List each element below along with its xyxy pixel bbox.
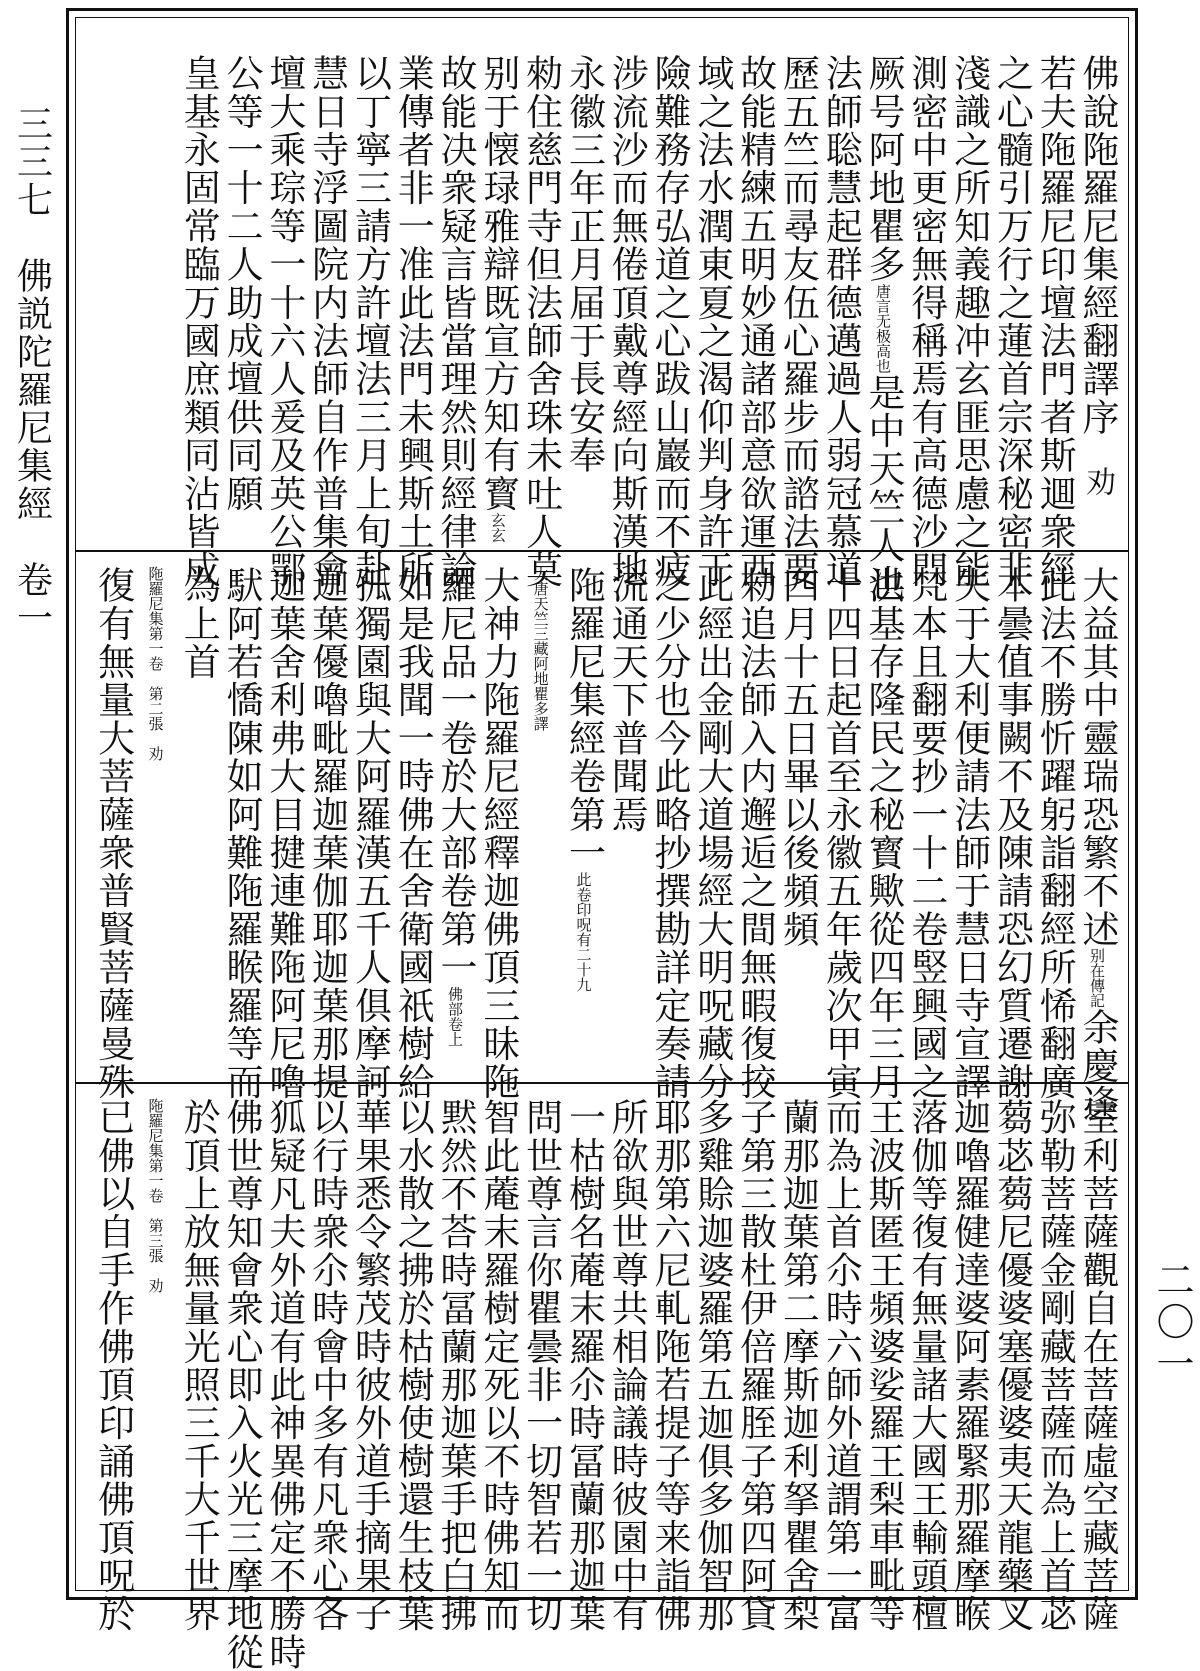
text-column	[776, 1098, 820, 1633]
column-text: 勑追法師入内邂逅之間無暇復挍	[733, 566, 777, 1101]
text-column	[476, 566, 520, 1101]
page-frame	[66, 8, 1138, 1671]
text-column	[262, 54, 306, 589]
text-column	[947, 54, 991, 589]
column-note: 别在傳記	[1088, 948, 1106, 1008]
text-column	[990, 1098, 1034, 1633]
column-text: 别于懐琭雅辯既宣方知有寳	[476, 54, 520, 513]
column-text: 大益其中靈瑞恐繁不述	[1076, 566, 1119, 948]
column-text-after: 余慶逢	[1076, 1008, 1119, 1123]
text-column	[433, 1098, 478, 1633]
column-text: 之少分也今此略抄撰勘詳定奏請	[648, 566, 692, 1101]
column-text: 歷五竺而尋友伍心羅步而諮法要	[776, 54, 820, 589]
column-text: 智此蓭末羅樹定死以不時佛知而	[476, 1098, 520, 1633]
column-text: 壇大乘琮等一十六人爰及英公鄂	[262, 54, 306, 589]
text-column	[1032, 54, 1077, 589]
text-column	[262, 566, 306, 1101]
column-text: 子第三散杜伊倍羅胵子第四阿貸	[733, 1098, 777, 1633]
column-text: 失于大利便請法師于慧日寺宣譯	[947, 566, 991, 1101]
text-column	[947, 1098, 991, 1633]
text-column	[604, 54, 649, 589]
column-text-after: 是中天竺人也	[862, 373, 906, 603]
column-text: 多雞賒迦婆羅第五迦俱多伽智那	[690, 1098, 734, 1633]
column-text: 蒭苾蒭尼優婆塞優婆夷天龍藥叉	[990, 1098, 1034, 1633]
column-text: 如是我聞一時佛在舍衛國祇樹給	[391, 566, 435, 1101]
column-text: 皇基永固常臨万國庶類同沾皆成	[177, 54, 221, 589]
column-text: 故能决衆疑言皆當理然則經律論	[434, 54, 478, 589]
text-column	[690, 566, 734, 1101]
text-column	[904, 54, 948, 589]
column-note: 佛部卷上	[446, 986, 465, 1047]
column-text: 慧日寺浮圖院内法師自作普集會	[305, 54, 349, 589]
column-text: 一枯樹名蓭末羅尒時冨蘭那迦葉	[562, 1098, 606, 1633]
column-text: 陁羅尼集第一卷 第二張 劝	[146, 566, 165, 761]
text-column	[947, 566, 991, 1101]
column-text: 已佛以自手作佛頂印誦佛頂呪於	[91, 1098, 135, 1633]
page-frame-inner	[75, 17, 1129, 1671]
panel-3	[91, 1098, 1119, 1671]
text-column	[990, 566, 1034, 1101]
text-column	[776, 54, 820, 589]
column-text: 故能精練五明妙通諸部意欲運西	[733, 54, 777, 589]
text-column	[1032, 566, 1077, 1101]
text-column	[176, 54, 221, 589]
column-text: 勑住慈門寺但法師舍珠未吐人莫	[519, 54, 563, 589]
column-text: 涉流沙而無倦頂戴尊經向斯漢地	[605, 54, 649, 589]
column-text: 迦葉優嚕毗羅迦葉伽耶迦葉那提	[305, 566, 349, 1101]
column-text: 以水散之拂於枯樹使樹還生枝葉	[391, 1098, 435, 1633]
text-column	[91, 566, 135, 1101]
text-column	[604, 566, 647, 1071]
column-text: 法師聡慧起群德邁過人弱冠慕道	[819, 54, 863, 589]
column-text: 流通天下普聞焉	[605, 566, 649, 834]
column-text: 以丁寧三請方許壇法三月上旬赴	[348, 54, 392, 589]
text-column	[1032, 1098, 1077, 1633]
column-text: 問世尊言你瞿曇非一切智若一切	[519, 1098, 563, 1633]
column-text: 十四日起首至永徽五年歲次甲寅	[819, 566, 863, 1101]
text-column	[390, 566, 435, 1101]
text-column	[348, 54, 392, 589]
panel-2	[91, 566, 1119, 1123]
column-text: 黙然不荅時冨蘭那迦葉手把白拂	[434, 1098, 478, 1633]
text-column	[990, 54, 1034, 589]
text-column	[861, 1098, 906, 1633]
column-text: 險難務存弘道之心跋山巖而不疲	[648, 54, 692, 589]
text-column	[519, 1098, 563, 1633]
column-note: 唐言无极高也	[874, 283, 893, 374]
page-number: 二〇一	[1150, 1260, 1194, 1386]
column-text: 復有無量大菩薩衆普賢菩薩曼殊	[91, 566, 135, 1101]
column-text: 於頂上放無量光照三千大千世界	[177, 1098, 221, 1633]
text-column	[818, 1098, 863, 1633]
column-text: 佛說陁羅尼集經翻譯序	[1076, 54, 1119, 436]
column-text: 佛世尊知會衆心即入火光三摩地從	[220, 1098, 264, 1671]
text-column	[1075, 1098, 1119, 1633]
text-column	[476, 54, 519, 544]
text-column	[519, 566, 562, 1071]
column-text: 淺識之所知義趣冲玄匪思慮之能	[947, 54, 991, 589]
text-column	[134, 1098, 177, 1598]
margin-left-label: 三三七 佛説陀羅尼集經 卷一	[11, 105, 53, 637]
text-column	[390, 1098, 435, 1633]
column-text: 狐疑凡夫外道有此神異佛定不勝時	[262, 1098, 306, 1671]
column-text: 華果悉令繁茂時彼外道手摘果子	[348, 1098, 392, 1633]
column-text: 而為上首尒時六師外道謂第一富	[819, 1098, 863, 1633]
column-text: 迦嚕羅健達婆阿素羅緊那羅摩睺	[947, 1098, 991, 1633]
text-column	[562, 1098, 606, 1633]
text-column	[519, 54, 563, 589]
column-text: 所欲與世尊共相論議時彼園中有	[605, 1098, 649, 1633]
column-text: 迦葉舍利弗大目揵連難陁阿尼嚕	[262, 566, 306, 1101]
column-text: 大神力陁羅尼經釋迦佛頂三昧陁	[476, 566, 520, 1101]
text-column	[647, 566, 692, 1101]
column-text: 王波斯匿王頻婆娑羅王梨車毗等	[862, 1098, 906, 1633]
text-column	[390, 54, 435, 589]
column-text: 此經出金剛大道場經大明呪藏分	[690, 566, 734, 1101]
text-column	[305, 54, 349, 589]
text-column	[690, 1098, 734, 1633]
text-column	[904, 1098, 948, 1633]
text-column	[647, 54, 692, 589]
column-text: 永徽三年正月届于長安奉	[562, 54, 606, 475]
column-note: 玄玄	[488, 512, 507, 543]
text-column	[861, 566, 906, 1101]
text-column	[433, 566, 476, 1071]
column-text: 陁羅尼集第一卷 第三張 劝	[146, 1098, 165, 1293]
text-column	[476, 1098, 520, 1633]
column-text: 四月十五日畢以後頻頻	[776, 566, 820, 948]
text-column	[176, 566, 219, 1071]
panel-1	[124, 54, 1119, 603]
column-text: 本曇值事闕不及陳請恐幻質遷謝	[990, 566, 1034, 1101]
text-column	[433, 54, 478, 589]
column-text: 此法不勝忻躍躬詣翻經所悕翻廣	[1033, 566, 1077, 1101]
text-column	[305, 566, 349, 1101]
column-text: 羅尼品一卷於大部卷第一	[434, 566, 478, 987]
text-column	[305, 1098, 349, 1633]
column-note: 此卷印呪有二十九	[574, 871, 593, 992]
column-text: 業傳者非一准此法門未興斯土所	[391, 54, 435, 589]
column-text: 以行時衆尒時會中多有凡衆心各	[305, 1098, 349, 1633]
text-column	[776, 566, 819, 1071]
text-column	[733, 1098, 777, 1633]
text-column	[562, 566, 605, 1071]
column-text: 耶那第六尼軋陁若提子等来詣佛	[648, 1098, 692, 1633]
text-column	[91, 1098, 135, 1633]
column-text: 弥勒菩薩金剛藏菩薩而為上首苾	[1033, 1098, 1077, 1633]
text-column	[647, 1098, 692, 1633]
text-column	[348, 566, 392, 1101]
text-column	[733, 54, 777, 589]
column-text: 落伽等復有無量諸大國王輸頭檀	[904, 1098, 948, 1633]
text-column	[1075, 566, 1119, 1123]
text-column	[348, 1098, 392, 1633]
text-column	[176, 1098, 221, 1633]
text-column	[861, 54, 906, 603]
column-text: 域之法水潤東夏之渴仰判身許于	[690, 54, 734, 589]
column-text: 孤獨園與大阿羅漢五千人俱摩訶	[348, 566, 392, 1101]
column-text: 測密中更密無得稱焉有高德沙門	[904, 54, 948, 589]
column-text: 之心髓引万行之蓮首宗深秘密非	[990, 54, 1034, 589]
text-column	[219, 566, 264, 1101]
column-text: 陁羅尼集經卷第一	[562, 566, 606, 872]
text-column	[818, 54, 863, 589]
column-text: 大唐天竺三藏阿地瞿多譯	[531, 566, 550, 731]
column-text: 洪基存隆民之秘寳歟從四年三月	[862, 566, 906, 1101]
column-text: 若夫陁羅尼印壇法門者斯逥衆經	[1033, 54, 1077, 589]
column-text: 公等一十二人助成壇供同願	[220, 54, 264, 513]
column-text: 室利菩薩觀自在菩薩虛空藏菩薩	[1076, 1098, 1119, 1633]
column-text: 為上首	[177, 566, 221, 681]
column-text: 厥号阿地瞿多	[862, 54, 906, 284]
text-column	[562, 54, 605, 544]
text-column	[1075, 54, 1118, 544]
text-column	[604, 1098, 649, 1633]
column-tag: 劝	[1080, 466, 1115, 496]
text-column	[818, 566, 863, 1101]
text-column	[219, 54, 262, 544]
text-column	[904, 566, 948, 1101]
text-column	[690, 54, 734, 589]
column-text: 梵本且翻要抄一十二卷竪興國之	[904, 566, 948, 1101]
text-column	[134, 566, 177, 1071]
text-column	[262, 1098, 306, 1671]
text-column	[733, 566, 777, 1101]
column-text: 蘭那迦葉第二摩斯迦利拏瞿舍梨	[776, 1098, 820, 1633]
column-text: 䭾阿若憍陳如阿難陁羅睺羅等而	[220, 566, 264, 1101]
text-column	[219, 1098, 264, 1671]
